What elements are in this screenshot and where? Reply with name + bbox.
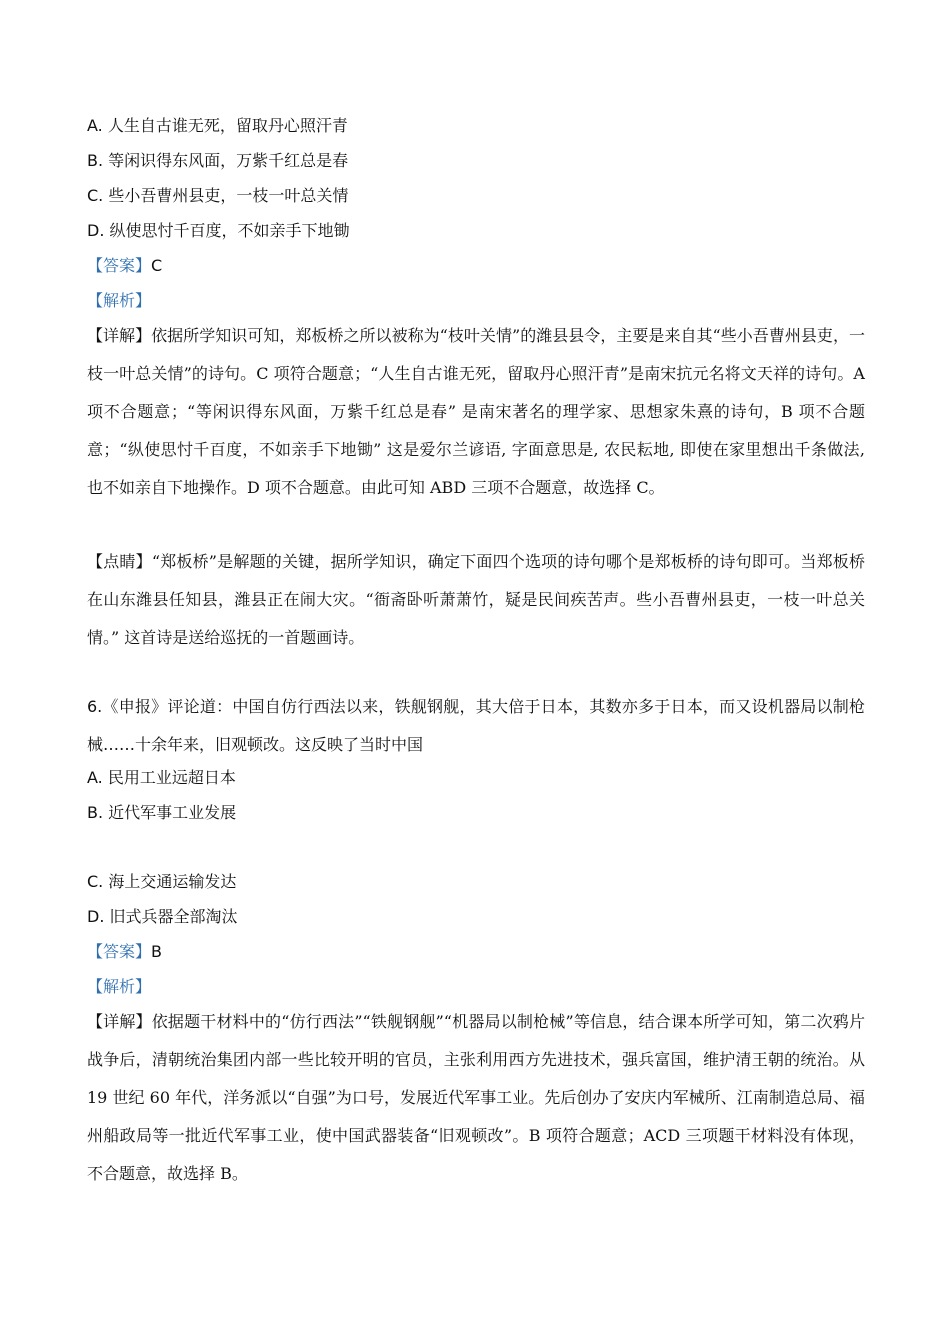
q5-analysis-label: 【解析】 (87, 291, 152, 310)
q6-option-d (87, 907, 867, 927)
q6-option-b-text: 近代军事工业发展 (103, 803, 237, 822)
q6-option-d-text: 旧式兵器全部淘汰 (104, 907, 238, 926)
q6-option-d-letter: D. (87, 907, 105, 926)
q5-option-a-text: 人生自古谁无死，留取丹心照汗青 (102, 116, 348, 135)
q5-detail (87, 317, 865, 507)
q5-option-b-text: 等闲识得东风面，万紫千红总是春 (103, 151, 349, 170)
q6-detail-text: 依据题干材料中的“仿行西法”“铁舰钢舰”“机器局以制枪械”等信息，结合课本所学可知，第二次鸦片战争后，清朝统治集团内部一些比较开明的官员，主张利用西方先进技术，强兵富国，维护清王朝的统治。从 19 世纪 60 年代，洋务派以“自强”为口号，发展近代军事工业。先后创办了安庆内军械所、江南制造总局、福州船政局等一批近代军事工业，使中国武器装备“旧观顿改”。B 项符合题意；ACD 三项题干材料没有体现，不合题意，故选择 B。 (87, 1012, 865, 1183)
q6-analysis-label: 【解析】 (87, 977, 152, 996)
q6-number: 6. (87, 697, 103, 716)
q6-answer-value: B (151, 942, 162, 961)
q6-option-c (87, 872, 867, 892)
q5-comment-text: “郑板桥”是解题的关键，据所学知识，确定下面四个选项的诗句哪个是郑板桥的诗句即可。当郑板桥在山东潍县任知县，潍县正在闹大灾。“衙斋卧听萧萧竹，疑是民间疾苦声。些小吾曹州县吏，一枝一叶总关情。” 这首诗是送给巡抚的一首题画诗。 (87, 552, 865, 647)
q6-option-c-letter: C. (87, 872, 104, 891)
q5-detail-text: 依据所学知识可知，郑板桥之所以被称为“枝叶关情”的潍县县令，主要是来自其“些小吾曹州县吏，一枝一叶总关情”的诗句。C 项符合题意；“人生自古谁无死，留取丹心照汗青”是南宋抗元名将文天祥的诗句。A 项不合题意；“等闲识得东风面，万紫千红总是春” 是南宋著名的理学家、思想家朱熹的诗句，B 项不合题意；“纵使思忖千百度，不如亲手下地锄” 这是爱尔兰谚语, 字面意思是, 农民耘地, 即使在家里想出千条做法, 也不如亲自下地操作。D 项不合题意。由此可知 ABD 三项不合题意，故选择 C。 (87, 326, 865, 497)
q5-option-c-text: 些小吾曹州县吏，一枝一叶总关情 (103, 186, 349, 205)
q6-stem (87, 688, 865, 764)
q6-detail (87, 1003, 865, 1193)
q5-comment (87, 543, 865, 657)
q6-detail-label: 【详解】 (87, 1012, 152, 1031)
q6-option-c-text: 海上交通运输发达 (103, 872, 237, 891)
q6-option-a (87, 768, 867, 788)
q6-answer (87, 942, 867, 962)
q6-option-a-letter: A. (87, 768, 103, 787)
q5-option-d-text: 纵使思忖千百度，不如亲手下地锄 (104, 221, 350, 240)
q5-option-c (87, 186, 867, 206)
q5-option-b-letter: B. (87, 151, 104, 170)
q6-option-b (87, 803, 867, 823)
q5-option-a-letter: A. (87, 116, 103, 135)
q5-option-c-letter: C. (87, 186, 104, 205)
q5-detail-label: 【详解】 (87, 326, 152, 345)
q6-option-a-text: 民用工业远超日本 (102, 768, 236, 787)
q5-analysis-heading (87, 291, 867, 311)
q6-answer-label: 【答案】 (87, 942, 152, 961)
q5-comment-label: 【点睛】 (87, 552, 152, 571)
q5-option-a (87, 116, 867, 136)
q5-answer (87, 256, 867, 276)
q5-option-d (87, 221, 867, 241)
q5-answer-label: 【答案】 (87, 256, 152, 275)
q6-stem-text: 《申报》评论道：中国自仿行西法以来，铁舰钢舰，其大倍于日本，其数亦多于日本，而又设机器局以制枪械……十余年来，旧观顿改。这反映了当时中国 (87, 697, 865, 754)
q6-option-b-letter: B. (87, 803, 104, 822)
q5-option-b (87, 151, 867, 171)
q5-option-d-letter: D. (87, 221, 105, 240)
q6-analysis-heading (87, 977, 867, 997)
q5-answer-value: C (151, 256, 163, 275)
